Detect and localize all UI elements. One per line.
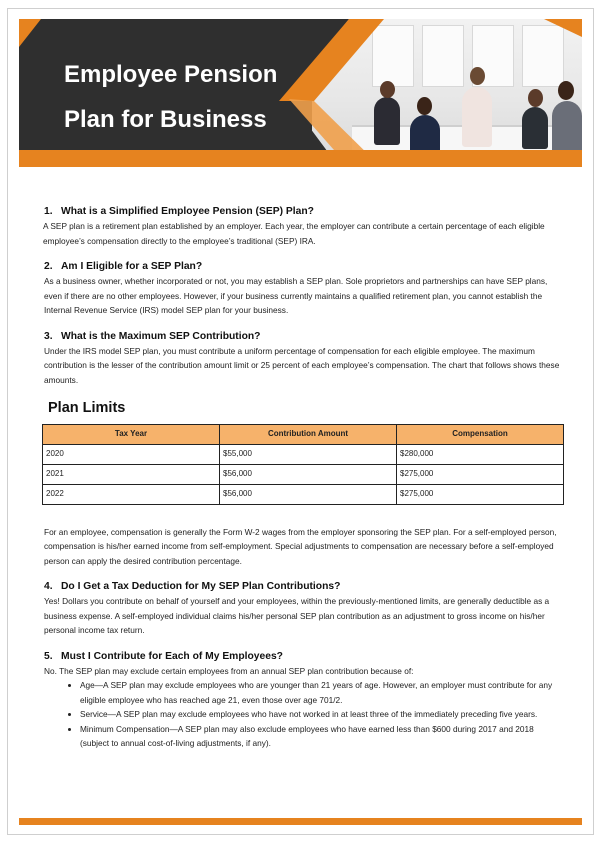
table-cell: $275,000 <box>397 484 564 504</box>
section-4 <box>44 580 564 638</box>
title-line-1: Employee Pension <box>64 61 278 88</box>
table-cell: 2021 <box>43 464 220 484</box>
exclusion-list <box>44 678 564 751</box>
section-body: As a business owner, whether incorporated or not, you may establish a SEP plan. Sole proprietors and partnerships can have SEP plans, even if there are no other employees. However, if your business currently maintains a qualified retirement plan, you cannot establish the Internal Revenue Service (IRS) model SEP plan for your business. <box>44 276 548 315</box>
compensation-note: For an employee, compensation is generally the Form W-2 wages from the employer sponsoring the SEP plan. For a self-employed person, compensation is his/her earned income from self-employment. Special adjustments to compensation are necessary before a self-employed person can apply the desired contribution percentage. <box>44 526 557 566</box>
footer-accent-bar <box>19 818 582 825</box>
section-heading: 2. Am I Eligible for a SEP Plan? <box>44 261 203 272</box>
section-heading: 5. Must I Contribute for Each of My Employees? <box>44 650 283 662</box>
section-body: Yes! Dollars you contribute on behalf of yourself and your employees, within the previously-mentioned limits, are generally deductible as a business expense. A self-employed individual claims his/her personal SEP plan contribution as an adjustment to gross income on his/her personal income tax return. <box>44 596 550 635</box>
banner-title <box>64 52 277 142</box>
table-row <box>43 484 564 504</box>
section-3 <box>44 330 564 388</box>
table-cell: 2020 <box>43 444 220 464</box>
column-header: Contribution Amount <box>220 424 397 444</box>
column-header: Tax Year <box>43 424 220 444</box>
list-item: • Minimum Compensation—A SEP plan may also exclude employees who have earned less than $600 during 2017 and 2018 (subject to annual cost-of-living adjustments, if any). <box>80 722 564 751</box>
table-cell: $280,000 <box>397 444 564 464</box>
table-cell: $56,000 <box>220 464 397 484</box>
title-line-2: Plan for Business <box>64 106 267 133</box>
section-heading: 1. What is a Simplified Employee Pension (SEP) Plan? <box>44 206 314 217</box>
section-body: No. The SEP plan may exclude certain employees from an annual SEP plan contribution because of: <box>44 665 414 676</box>
section-heading: 4. Do I Get a Tax Deduction for My SEP Plan Contributions? <box>44 581 341 592</box>
table-cell: 2022 <box>43 484 220 504</box>
section-body: Under the IRS model SEP plan, you must contribute a uniform percentage of compensation for each eligible employee. The maximum contribution is the lesser of the contribution amount limit or 25 percent of each employee’s compensation. The chart that follows shows these amounts. <box>44 345 560 385</box>
table-row <box>43 464 564 484</box>
document-body <box>44 205 564 763</box>
header-banner <box>19 19 582 167</box>
section-heading: 3. What is the Maximum SEP Contribution? <box>44 330 261 342</box>
banner-accent-strip <box>19 150 582 167</box>
section-2 <box>44 260 564 318</box>
plan-limits-title: Plan Limits <box>48 400 126 416</box>
table-cell: $56,000 <box>220 484 397 504</box>
list-item: • Service—A SEP plan may exclude employees who have not worked in at least three of the immediately preceding five years. <box>80 707 564 722</box>
table-cell: $275,000 <box>397 464 564 484</box>
table-row <box>43 444 564 464</box>
section-body: A SEP plan is a retirement plan established by an employer. Each year, the employer can contribute a certain percentage of each eligible employee’s compensation directly to the employee’s traditional (SEP) IRA. <box>43 221 545 246</box>
table-cell: $55,000 <box>220 444 397 464</box>
column-header: Compensation <box>397 424 564 444</box>
plan-limits-table <box>42 424 564 505</box>
list-item: • Age—A SEP plan may exclude employees who are younger than 21 years of age. However, an employer must contribute for any eligible employee who has reached age 21, even those over age 701/2. <box>80 678 564 707</box>
section-5 <box>44 650 564 751</box>
section-1 <box>44 205 564 248</box>
table-header-row <box>43 424 564 444</box>
